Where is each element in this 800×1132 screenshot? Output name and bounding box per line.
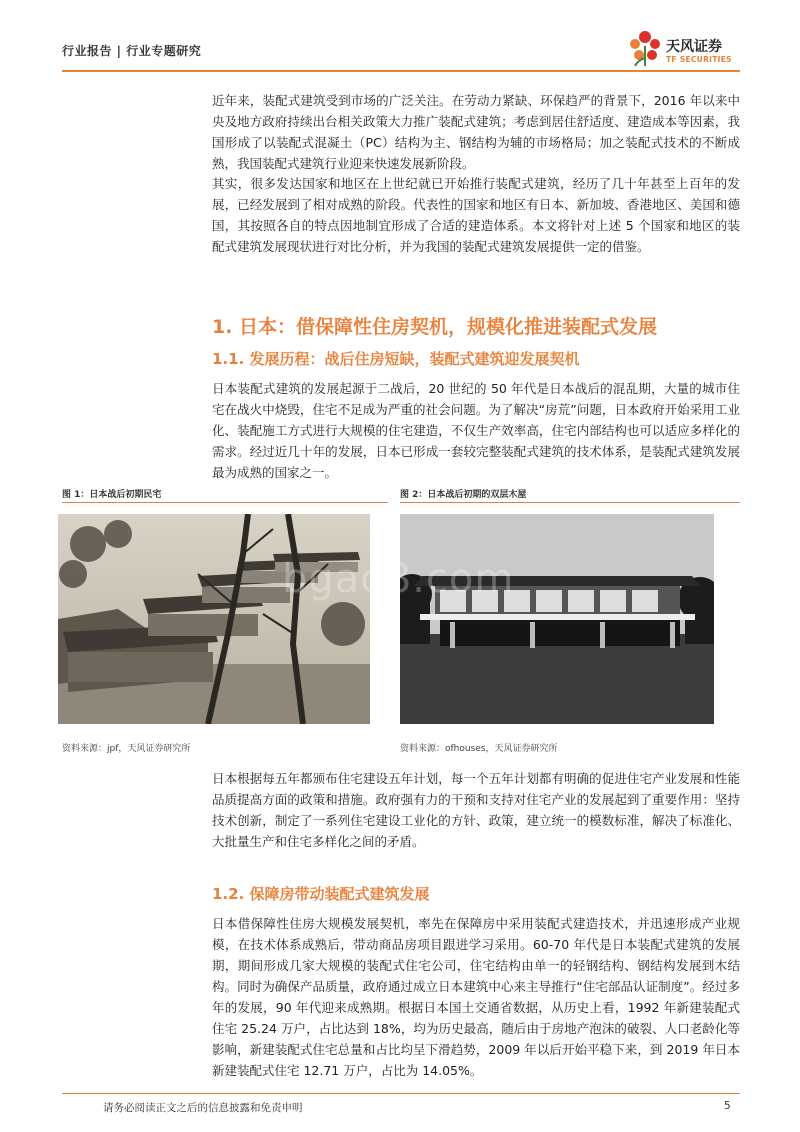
- figure-1-source: 资料来源：jpf，天风证券研究所: [62, 744, 191, 754]
- intro-paragraph-1: 近年来，装配式建筑受到市场的广泛关注。在劳动力紧缺、环保趋严的背景下，2016 年以来中央及地方政府持续出台相关政策大力推广装配式建筑；考虑到居住舒适度、建造成本等因素，我国形成了以装配式混凝土（PC）结构为主、钢结构为辅的市场格局；加之装配式技术的不断成熟，我国装配式建筑行业迎来快速发展新阶段。: [212, 93, 740, 171]
- body-paragraph-1-1: 日本装配式建筑的发展起源于二战后，20 世纪的 50 年代是日本战后的混乱期，大量的城市住宅在战火中烧毁，住宅不足成为严重的社会问题。为了解决“房荒”问题，日本政府开始采用工业化、装配施工方式进行大规模的住宅建造，不仅生产效率高，住宅内部结构也可以适应多样化的需求。经过近几十年的发展，日本已形成一套较完整装配式建筑的技术体系，是装配式建筑发展最为成熟的国家之一。: [212, 381, 740, 480]
- figure-1-divider: [62, 502, 388, 503]
- figure-1-photo: [58, 514, 370, 724]
- body-paragraph-1-2: 日本借保障性住房大规模发展契机，率先在保障房中采用装配式建造技术，并迅速形成产业规模，在技术体系成熟后，带动商品房项目跟进学习采用。60-70 年代是日本装配式建筑的发展期，期间形成几家大规模的装配式住宅公司，住宅结构由单一的轻钢结构、钢结构发展到木结构。同时为确保产品质量，政府通过成立日本建筑中心来主导推行“住宅部品认证制度”。经过多年的发展，90 年代迎来成熟期。根据日本国土交通省数据，从历史上看，1992 年新建装配式住宅 25.24 万户，占比达到 18%，均为历史最高，随后由于房地产泡沫的破裂、人口老龄化等影响，新建装配式住宅总量和占比均呈下滑趋势，2009 年以后开始平稳下来，到 2019 年日本新建装配式住宅 12.71 万户，占比为 14.05%。: [212, 916, 740, 1078]
- page-number: 5: [724, 1100, 731, 1112]
- footer-disclaimer: 请务必阅读正文之后的信息披露和免责申明: [103, 1102, 303, 1114]
- footer-divider: [62, 1093, 740, 1094]
- section-heading-1: 1. 日本：借保障性住房契机，规模化推进装配式发展: [212, 316, 658, 338]
- tf-flower-icon: [626, 28, 664, 68]
- figure-2-divider: [400, 502, 740, 503]
- logo-english-name: TF SECURITIES: [666, 55, 732, 64]
- figure-2-source: 资料来源：ofhouses，天风证券研究所: [400, 744, 558, 754]
- report-breadcrumb: 行业报告 | 行业专题研究: [62, 44, 202, 58]
- logo-chinese-name: 天风证券: [666, 39, 722, 55]
- watermark-text: bgao8.com: [282, 556, 515, 602]
- body-paragraph-1-1b: 日本根据每五年都颁布住宅建设五年计划，每一个五年计划都有明确的促进住宅产业发展和性能品质提高方面的政策和措施。政府强有力的干预和支持对住宅产业的发展起到了重要作用：坚持技术创新，制定了一系列住宅建设工业化的方针、政策，建立统一的模数标准，解决了标准化、大批量生产和住宅多样化之间的矛盾。: [212, 771, 740, 849]
- company-logo: [626, 28, 746, 72]
- header-divider: [62, 70, 740, 72]
- intro-paragraph-2: 其实，很多发达国家和地区在上世纪就已开始推行装配式建筑，经历了几十年甚至上百年的发展，已经发展到了相对成熟的阶段。代表性的国家和地区有日本、新加坡、香港地区、美国和德国，其按照各自的特点因地制宜形成了合适的建造体系。本文将针对上述 5 个国家和地区的装配式建筑发展现状进行对比分析，并为我国的装配式建筑发展提供一定的借鉴。: [212, 176, 740, 254]
- subsection-heading-1-1: 1.1. 发展历程：战后住房短缺，装配式建筑迎发展契机: [212, 350, 580, 368]
- subsection-heading-1-2: 1.2. 保障房带动装配式建筑发展: [212, 885, 430, 903]
- figure-2-photo: [400, 514, 714, 724]
- figure-2-caption: 图 2：日本战后初期的双层木屋: [400, 490, 527, 500]
- figure-1-caption: 图 1：日本战后初期民宅: [62, 490, 162, 500]
